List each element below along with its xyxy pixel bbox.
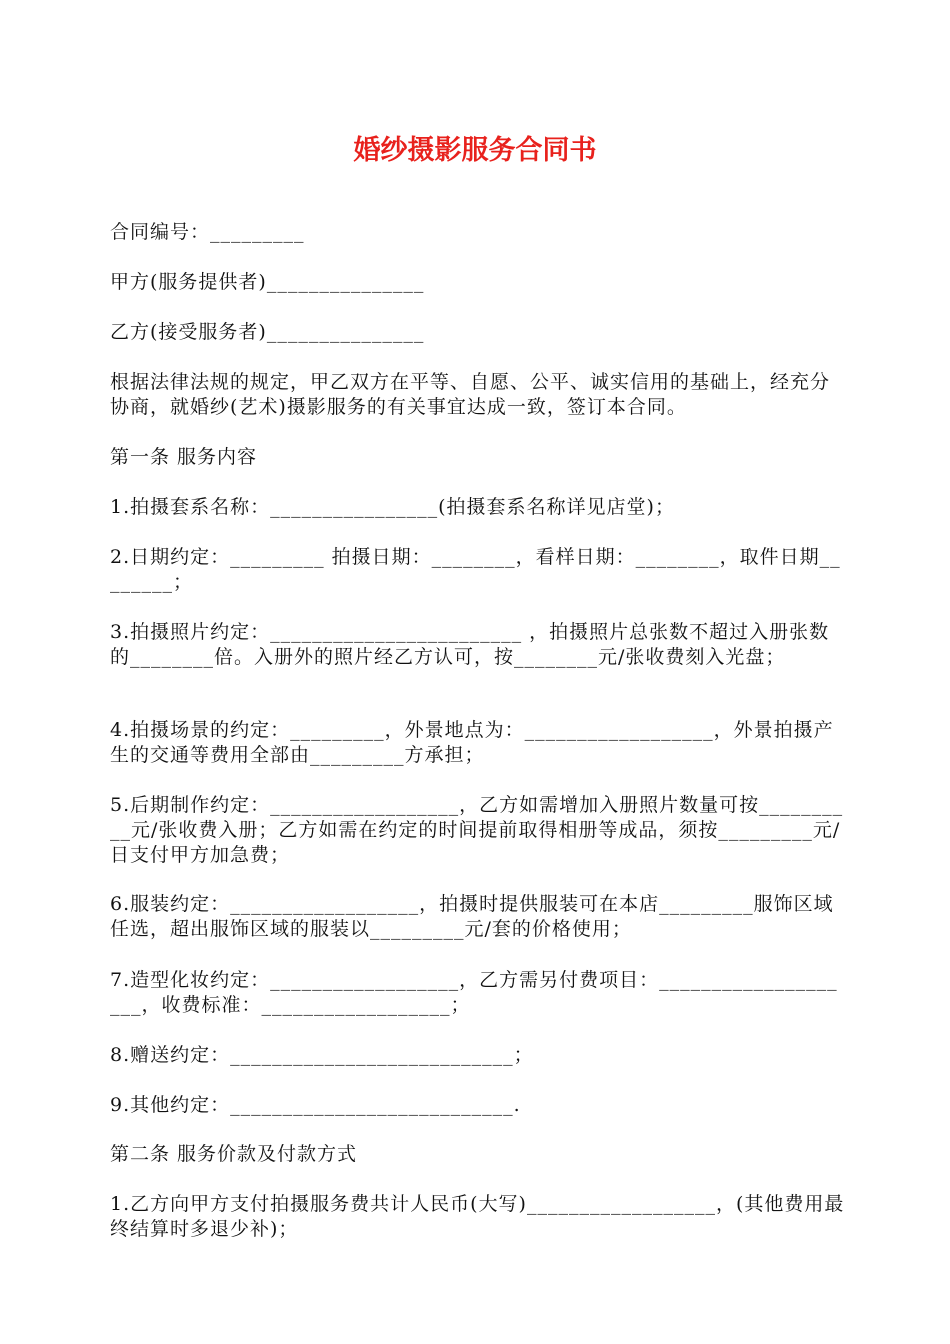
clause-9-other: 9.其他约定：___________________________. [110,1094,521,1116]
clause-7-makeup: 7.造型化妆约定：__________________，乙方需另付费项目：____________________，收费标准：__________________； [110,969,838,1016]
payment-clause-1: 1.乙方向甲方支付拍摄服务费共计人民币(大写)__________________，(其他费用最终结算时多退少补)； [110,1193,845,1240]
clause-3-photos: 3.拍摄照片约定：________________________ ，拍摄照片总张数不超过入册张数的________倍。入册外的照片经乙方认可，按________元/张收费刻入光盘； [110,621,830,668]
clause-6-costumes: 6.服装约定：__________________，拍摄时提供服装可在本店_________服饰区域任选，超出服饰区域的服装以_________元/套的价格使用； [110,893,834,940]
preamble-paragraph: 根据法律法规的规定，甲乙双方在平等、自愿、公平、诚实信用的基础上，经充分协商，就婚纱(艺术)摄影服务的有关事宜达成一致，签订本合同。 [110,371,831,418]
clause-2-dates: 2.日期约定：_________ 拍摄日期：________，看样日期：________，取件日期________； [110,546,841,593]
clause-4-scenes: 4.拍摄场景的约定：_________，外景地点为：__________________，外景拍摄产生的交通等费用全部由_________方承担； [110,719,834,766]
party-a-line: 甲方(服务提供者)_______________ [110,271,425,293]
contract-number-line: 合同编号：_________ [110,221,305,243]
clause-1-package: 1.拍摄套系名称：________________(拍摄套系名称详见店堂)； [110,496,675,518]
article-one-heading: 第一条 服务内容 [110,446,258,468]
clause-5-post-production: 5.后期制作约定：__________________，乙方如需增加入册照片数量可按__________元/张收费入册；乙方如需在约定的时间提前取得相册等成品，须按_________元/日支付甲方加急费； [110,794,844,866]
clause-8-gifts: 8.赠送约定：___________________________； [110,1044,534,1066]
party-b-line: 乙方(接受服务者)_______________ [110,321,425,343]
document-title: 婚纱摄影服务合同书 [353,135,597,166]
article-two-heading: 第二条 服务价款及付款方式 [110,1143,358,1165]
